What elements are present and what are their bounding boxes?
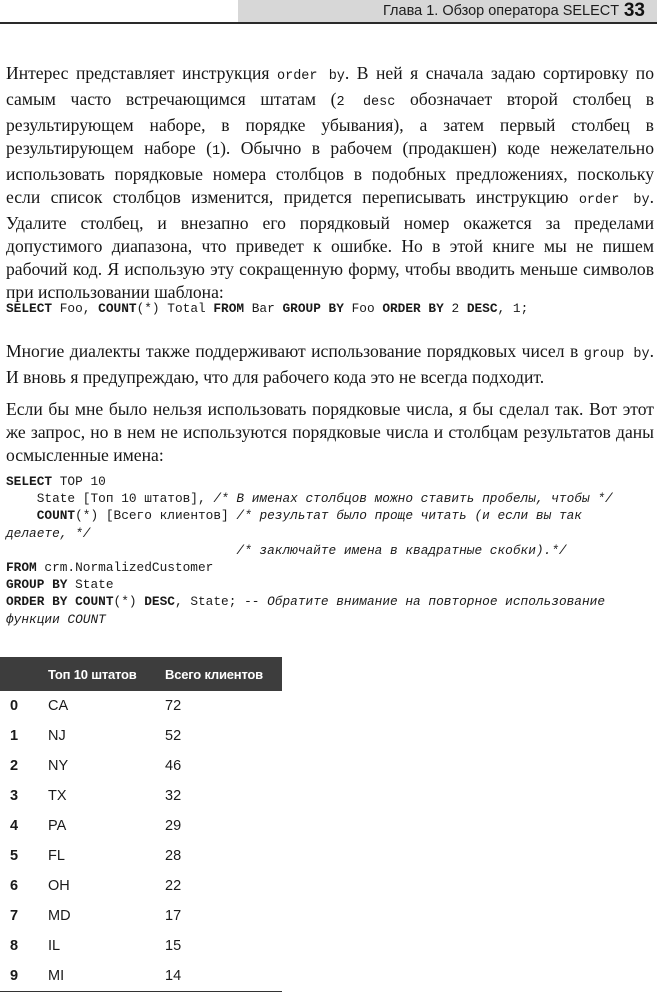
row-state: NJ — [48, 728, 66, 744]
row-count: 32 — [165, 788, 182, 804]
header-state: Топ 10 штатов — [48, 657, 165, 691]
running-header — [0, 0, 657, 24]
row-state: IL — [48, 938, 61, 954]
row-index: 2 — [10, 758, 19, 774]
code-block-named-query: SELECT TOP 10 State [Топ 10 штатов], /* В именах столбцов можно ставить пробелы, чтобы */ COUNT(*) [Всего клиентов] /* результат было проще читать (и если вы так делаете, */ /* заключайте имена в квадратные скобки).*/ FROM crm.NormalizedCustomer GROUP BY State ORDER BY COUNT(*) DESC, State; -- Обратите внимание на повторное использование функции COUNT — [6, 474, 613, 627]
table-row — [0, 841, 282, 871]
row-index: 8 — [10, 938, 19, 954]
row-state: MI — [48, 961, 165, 992]
table-row — [0, 931, 282, 961]
row-index: 9 — [0, 961, 48, 992]
row-index: 1 — [10, 728, 19, 744]
header-index — [0, 657, 48, 691]
row-index: 4 — [10, 818, 19, 834]
row-count: 15 — [165, 938, 182, 954]
table-row — [0, 961, 282, 992]
row-count: 29 — [165, 818, 182, 834]
row-count: 22 — [165, 878, 182, 894]
table-row — [0, 871, 282, 901]
row-count: 72 — [165, 698, 182, 714]
row-state: CA — [48, 698, 69, 714]
table-row — [0, 781, 282, 811]
table-row — [0, 751, 282, 781]
row-count: 17 — [165, 908, 182, 924]
header-customers: Всего клиентов — [165, 657, 282, 691]
row-state: FL — [48, 848, 65, 864]
inline-code: order by — [277, 69, 345, 84]
header-rule — [0, 22, 657, 24]
row-index: 7 — [10, 908, 19, 924]
row-index: 5 — [10, 848, 19, 864]
table-row — [0, 691, 282, 721]
row-count: 52 — [165, 728, 182, 744]
row-count: 46 — [165, 758, 182, 774]
row-index: 6 — [10, 878, 19, 894]
inline-code: order by — [578, 193, 650, 208]
row-index: 0 — [10, 698, 19, 714]
table-row — [0, 901, 282, 931]
row-state: TX — [48, 788, 67, 804]
row-count: 28 — [165, 848, 182, 864]
page-number: 33 — [623, 0, 645, 21]
inline-code: group by — [583, 347, 650, 362]
row-state: NY — [48, 758, 69, 774]
row-state: OH — [48, 878, 70, 894]
inline-code: 1 — [211, 144, 221, 159]
table-header-row — [0, 657, 282, 691]
row-state: PA — [48, 818, 67, 834]
results-table — [0, 657, 282, 992]
paragraph-named-columns: Если бы мне было нельзя использовать порядковые числа, я бы сделал так. Вот этот же запрос, но в нем не используются порядковые числа и столбцам результатов даны осмысленные имена: — [6, 399, 654, 465]
inline-code: 2 desc — [336, 95, 396, 110]
row-count: 14 — [165, 961, 282, 992]
paragraph-order-by: Интерес представляет инструкция order by. В ней я сначала задаю сортировку по самым часто встречающимся штатам (2 desc обозначает второй столбец в результирующем наборе, в порядке убывания), а затем первый столбец в результирующем наборе (1). Обычно в рабочем (продакшен) коде нежелательно использовать порядковые номера столбцов в подобных предложениях, поскольку если список столбцов изменится, придется переписывать инструкцию order by. Удалите столбец, и внезапно его порядковый номер окажется за пределами допустимого диапазона, что приведет к ошибке. Но в этой книге мы не пишем рабочий код. Я использую эту сокращенную форму, чтобы вводить меньше символов при использовании шаблона: — [6, 63, 655, 302]
table-row — [0, 721, 282, 751]
chapter-title: Глава 1. Обзор оператора SELECT — [383, 3, 620, 19]
code-block-ordinal-query: SELECT Foo, COUNT(*) Total FROM Bar GROUP BY Foo ORDER BY 2 DESC, 1; — [6, 301, 529, 316]
row-state: MD — [48, 908, 71, 924]
paragraph-group-by: Многие диалекты также поддерживают использование порядковых чисел в group by. И вновь я предупреждаю, что для рабочего кода это не всегда подходит. — [6, 341, 655, 387]
row-index: 3 — [10, 788, 19, 804]
table-row — [0, 811, 282, 841]
